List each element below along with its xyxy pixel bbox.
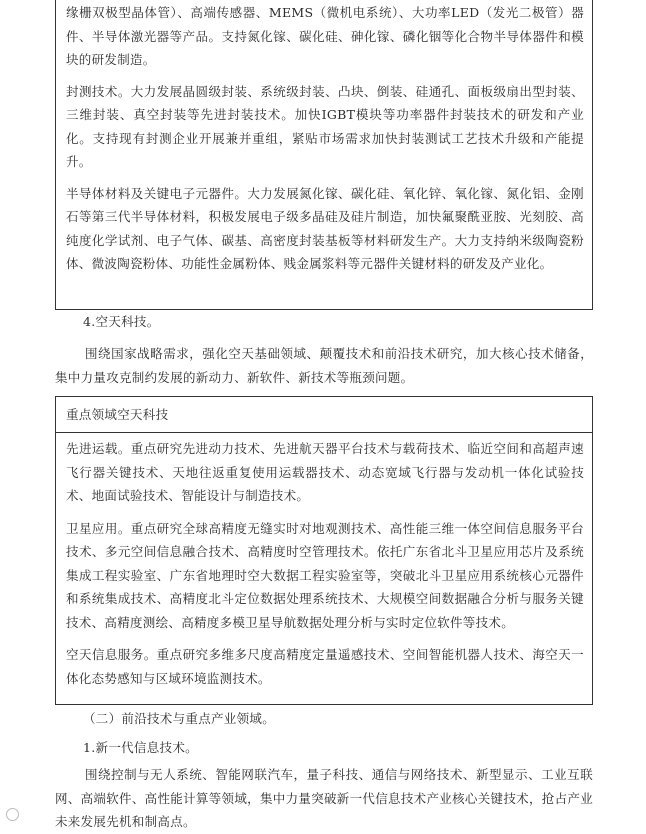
watermark-icon: [6, 808, 19, 821]
box-paragraph: 封测技术。大力发展晶圆级封装、系统级封装、凸块、倒装、硅通孔、面板级扇出型封装、三维封装、真空封装等先进封装技术。加快IGBT模块等功率器件封装技术的研发和产业化。支持现有封测企业开展兼并重组，紧贴市场需求加快封装测试工艺技术升级和产能提升。: [66, 83, 584, 169]
box-paragraph: 半导体材料及关键电子元器件。大力发展氮化镓、碳化硅、氧化锌、氧化镓、氮化铝、金刚石等第三代半导体材料，积极发展电子级多晶硅及硅片制造，加快氟聚酰亚胺、光刻胶、高纯度化学试剂、电子气体、碳基、高密度封装基板等材料研发生产。大力支持纳米级陶瓷粉体、微波陶瓷粉体、功能性金属粉体、贱金属浆料等元器件关键材料的研发及产业化。: [66, 185, 584, 271]
watermark-logo: [6, 808, 21, 822]
key-field-box-aerospace: [55, 396, 593, 705]
box-paragraph: 缘栅双极型晶体管）、高端传感器、MEMS（微机电系统）、大功率LED（发光二极管）器件、半导体激光器等产品。支持氮化镓、碳化硅、砷化镓、磷化铟等化合物半导体器件和模块的研发制造。: [66, 5, 584, 67]
body-paragraph: 围绕国家战略需求，强化空天基础领域、颠覆技术和前沿技术研究，加大核心技术储备，集中力量攻克制约发展的新动力、新软件、新技术等瓶颈问题。: [55, 346, 593, 385]
section-heading: 1.新一代信息技术。: [83, 740, 198, 755]
box-paragraph: 先进运载。重点研究先进动力技术、先进航天器平台技术与载荷技术、临近空间和高超声速飞行器关键技术、天地往返重复使用运载器技术、动态宽域飞行器与发动机一体化试验技术、地面试验技术、智能设计与制造技术。: [66, 441, 584, 503]
key-field-box-semiconductor: [55, 0, 593, 310]
section-heading: （二）前沿技术与重点产业领域。: [83, 711, 276, 726]
box-header: 重点领域空天科技: [56, 397, 592, 433]
box-paragraph: 空天信息服务。重点研究多维多尺度高精度定量遥感技术、空间智能机器人技术、海空天一体化态势感知与区域环境监测技术。: [66, 647, 584, 686]
body-paragraph: 围绕控制与无人系统、智能网联汽车，量子科技、通信与网络技术、新型显示、工业互联网、高端软件、高性能计算等领域，集中力量突破新一代信息技术产业核心关键技术，抢占产业未来发展先机和制高点。: [55, 767, 593, 829]
box-paragraph: 卫星应用。重点研究全球高精度无缝实时对地观测技术、高性能三维一体空间信息服务平台技术、多元空间信息融合技术、高精度时空管理技术。依托广东省北斗卫星应用芯片及系统集成工程实验室、广东省地理时空大数据工程实验室等，突破北斗卫星应用系统核心元器件和系统集成技术、高精度北斗定位数据处理系统技术、大规模空间数据融合分析与服务关键技术、高精度测绘、高精度多模卫星导航数据处理分析与实时定位软件等技术。: [66, 520, 584, 630]
section-heading: 4.空天科技。: [83, 314, 160, 329]
